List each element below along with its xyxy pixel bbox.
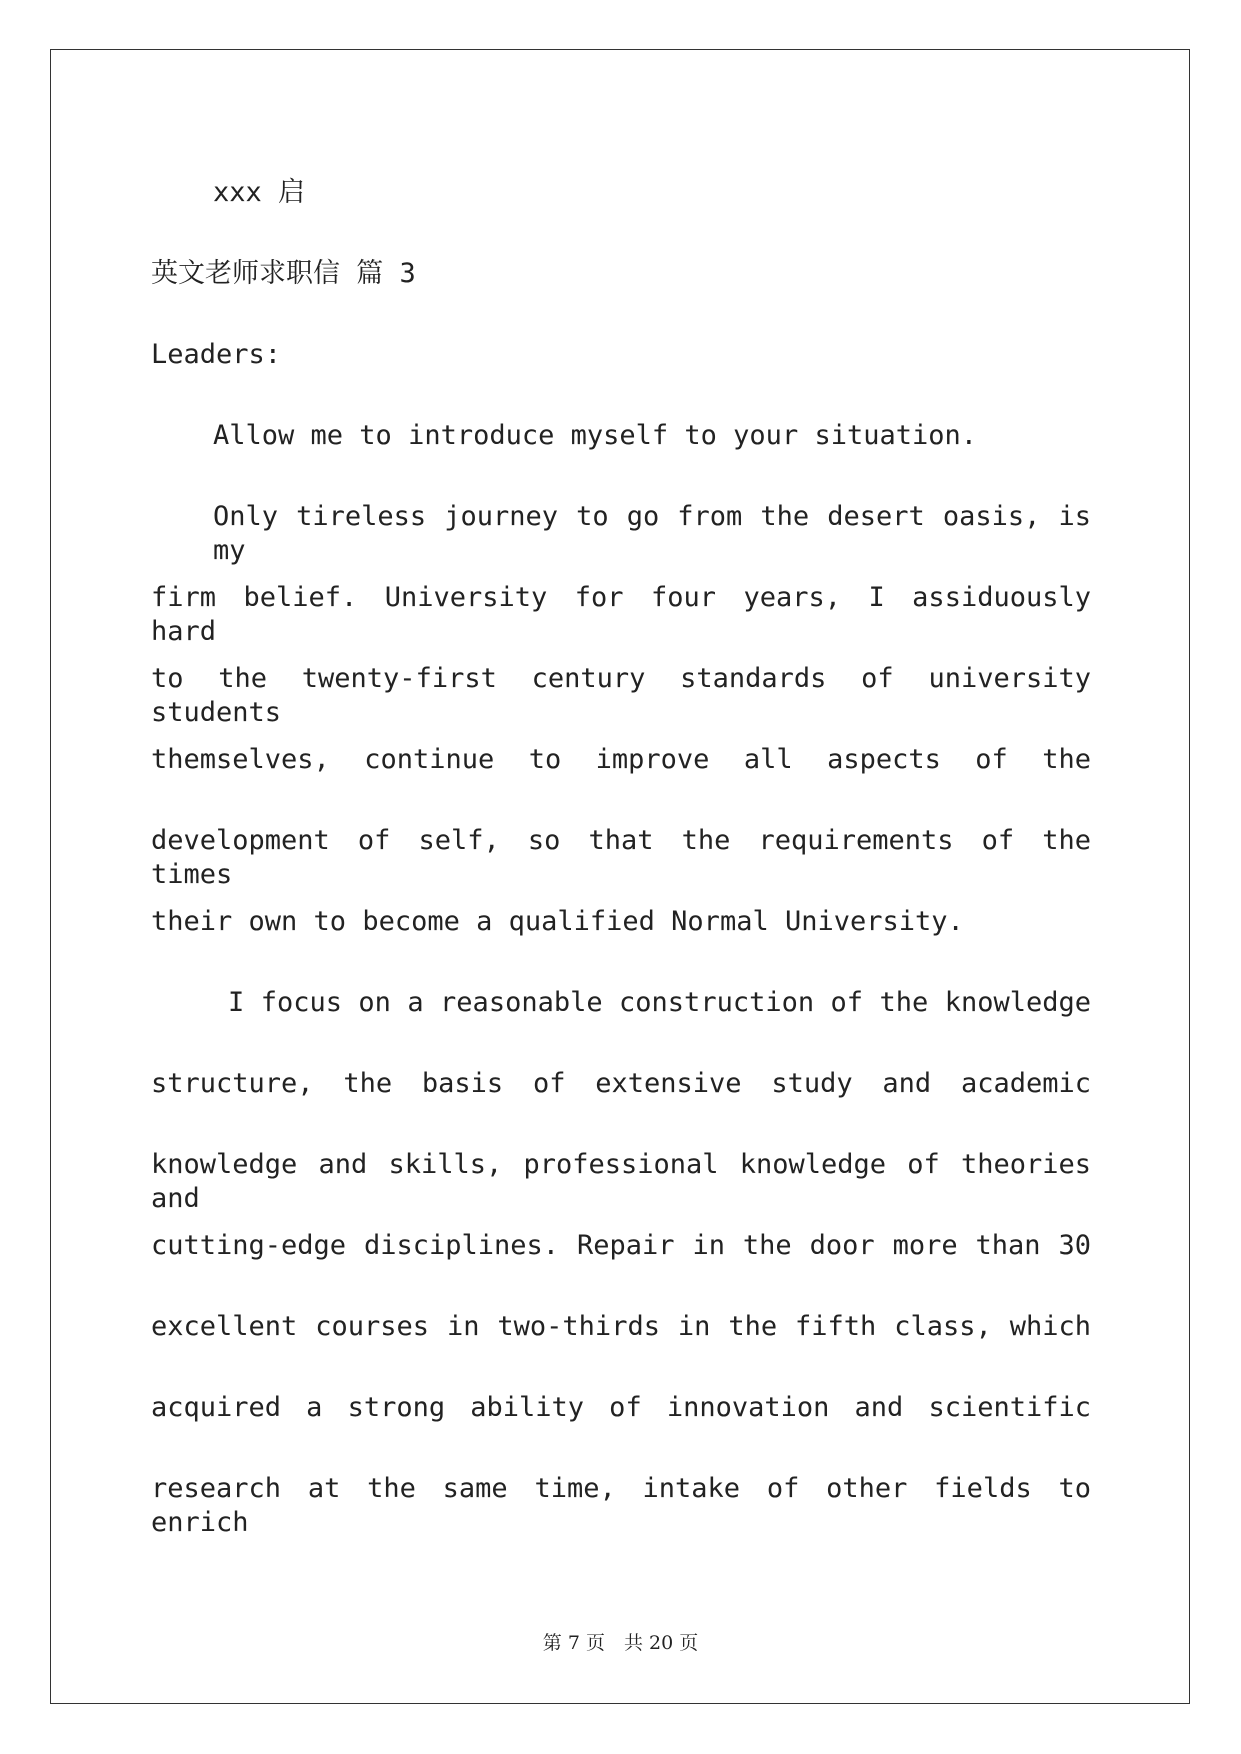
paragraph-line: acquired a strong ability of innovation and scientific — [151, 1392, 1091, 1423]
paragraph-line: their own to become a qualified Normal University. — [151, 906, 964, 937]
section-heading: 英文老师求职信 篇 3 — [151, 258, 416, 289]
paragraph-line: research at the same time, intake of other fields to enrich — [151, 1473, 1091, 1538]
paragraph-line: knowledge and skills, professional knowledge of theories and — [151, 1149, 1091, 1214]
paragraph-line: firm belief. University for four years, I assiduously hard — [151, 582, 1091, 647]
paragraph-intro: Allow me to introduce myself to your situation. — [213, 420, 978, 451]
paragraph-line: excellent courses in two-thirds in the fifth class, which — [151, 1311, 1091, 1342]
paragraph-line: themselves, continue to improve all aspects of the — [151, 744, 1091, 775]
paragraph-line: development of self, so that the requirements of the times — [151, 825, 1091, 890]
paragraph-line: Only tireless journey to go from the desert oasis, is my — [213, 501, 1091, 566]
paragraph-line: I focus on a reasonable construction of the knowledge — [228, 987, 1091, 1018]
closing-signature: xxx 启 — [213, 177, 306, 208]
page-number-footer: 第 7 页 共 20 页 — [542, 1632, 699, 1654]
paragraph-line: cutting-edge disciplines. Repair in the door more than 30 — [151, 1230, 1091, 1261]
paragraph-line: to the twenty-first century standards of university students — [151, 663, 1091, 728]
paragraph-line: structure, the basis of extensive study and academic — [151, 1068, 1091, 1099]
salutation: Leaders: — [151, 339, 282, 370]
